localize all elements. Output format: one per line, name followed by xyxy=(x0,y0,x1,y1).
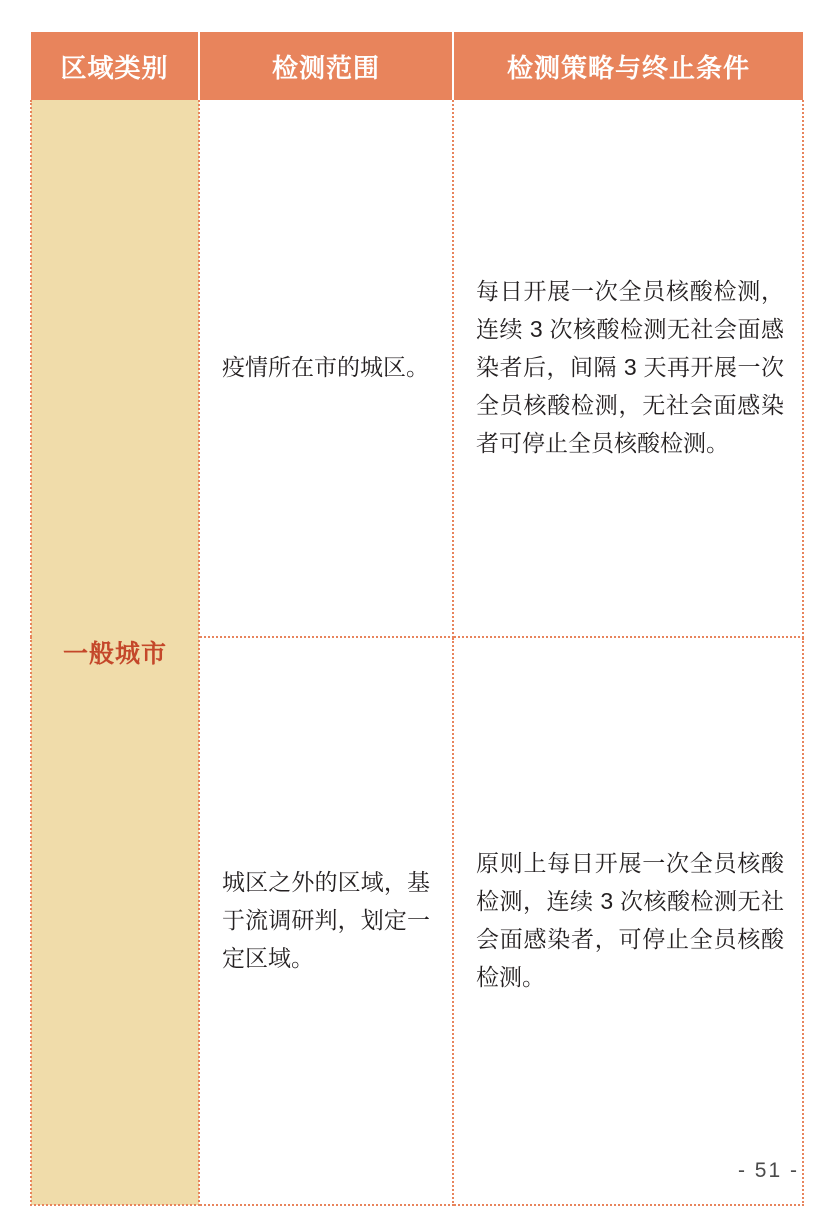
detection-strategy-table-wrapper xyxy=(30,32,802,1206)
detection-strategy-table xyxy=(30,32,804,1206)
table-header-row xyxy=(31,32,803,100)
table-row xyxy=(31,100,803,637)
page-number: - 51 - xyxy=(737,1159,799,1182)
header-detection-strategy: 检测策略与终止条件 xyxy=(453,32,803,100)
cell-detection-strategy: 每日开展一次全员核酸检测，连续 3 次核酸检测无社会面感染者后，间隔 3 天再开展一次全员核酸检测，无社会面感染者可停止全员核酸检测。 xyxy=(453,100,803,637)
header-detection-scope: 检测范围 xyxy=(199,32,453,100)
cell-area-category: 一般城市 xyxy=(31,100,199,1205)
cell-detection-scope: 城区之外的区域，基于流调研判，划定一定区域。 xyxy=(199,637,453,1205)
cell-detection-scope: 疫情所在市的城区。 xyxy=(199,100,453,637)
cell-detection-strategy: 原则上每日开展一次全员核酸检测，连续 3 次核酸检测无社会面感染者，可停止全员核酸检测。 xyxy=(453,637,803,1205)
header-area-category: 区域类别 xyxy=(31,32,199,100)
